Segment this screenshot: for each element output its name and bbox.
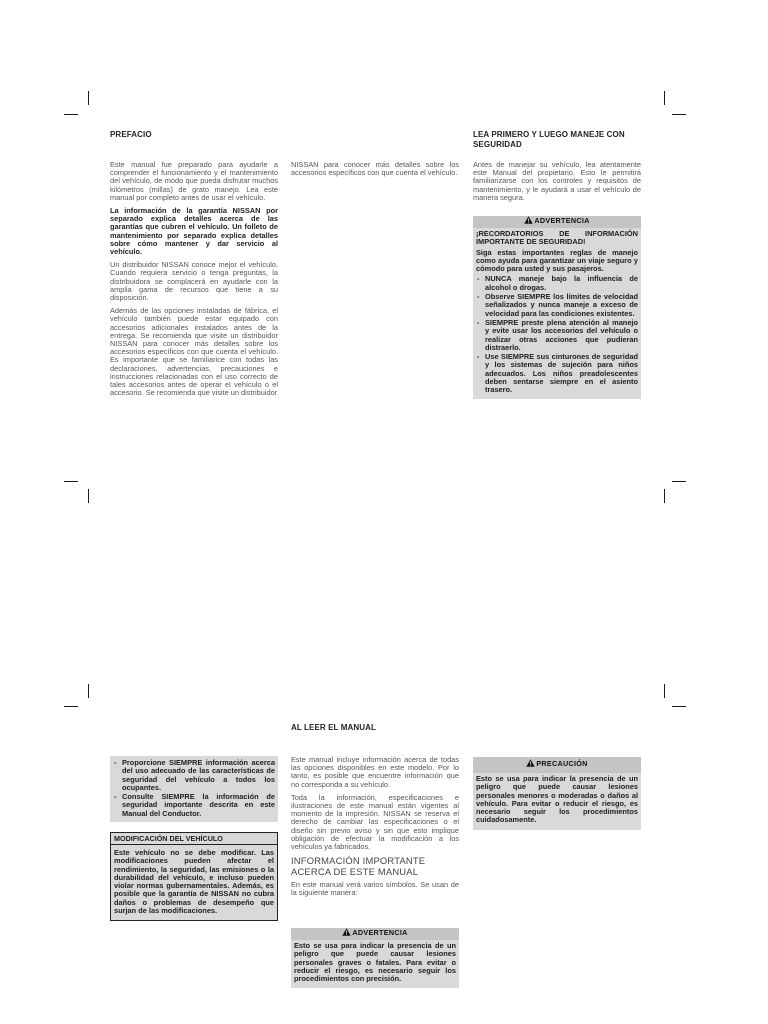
crop-mark [88,489,89,503]
lea-primero-paragraph: Antes de manejar su vehículo, lea atentamente este Manual del propietario. Esto le permitirá familiarizarse con los controles y requisitos de mantenimiento, y le ayudará a usar el vehículo de manera segura. [473,160,641,202]
warning-intro: Siga estas importantes reglas de manejo como ayuda para garantizar un viaje seguro y cómodo para usted y sus pasajeros. [476,247,638,274]
modification-box [110,832,278,921]
precaucion-box [473,757,641,830]
crop-mark [88,91,89,105]
warning-list-item: - Use SIEMPRE sus cinturones de seguridad y los sistemas de sujeción para niños adecuados. Los niños preadolescentes deben sentarse siempre en el asiento trasero. [476,353,638,394]
al-leer-column [291,756,459,903]
warning-label: ADVERTENCIA [352,928,408,937]
lea-primero-title: LEA PRIMERO Y LUEGO MANEJE CON SEGURIDAD [473,130,625,149]
prefacio-paragraph: Este manual fue preparado para ayudarle a comprender el funcionamiento y el mantenimiento del vehículo, de modo que pueda disfrutar muchos kilómetros (millas) de grato manejo. Lea este manual por completo antes de usar el vehículo. [110,160,278,202]
al-leer-paragraph: Este manual incluye información acerca de todas las opciones disponibles en este modelo. Por lo tanto, es posible que encuentre información que no corresponda a su vehículo. [291,755,459,789]
prefacio-continued-column [291,161,459,182]
crop-mark [672,114,686,115]
lea-primero-column [473,161,641,207]
crop-mark [672,706,686,707]
caution-text: Esto se usa para indicar la presencia de un peligro que puede causar lesiones personales menores o moderadas o daños al vehículo. Para evitar o reducir el riesgo, es necesario seguir los procedimientos cuidadosamente. [476,774,638,825]
warning-heading: ¡RECORDATORIOS DE INFORMACIÓN IMPORTANTE DE SEGURIDAD! [476,229,638,247]
crop-mark [64,706,78,707]
prefacio-warranty-paragraph: La información de la garantía NISSAN por separado explica detalles acerca de las garantías que cubren el vehículo. Un folleto de mantenimiento por separado explica detalles sobre cómo mantener y dar servicio al vehículo. [110,206,278,257]
warning-header [473,216,641,228]
warning-label: ADVERTENCIA [534,216,590,225]
warning-header [291,928,459,940]
advertencia-box [291,928,459,988]
warning-list-item: - Consulte SIEMPRE la información de seguridad importante descrita en este Manual del Conductor. [113,793,275,818]
crop-mark [64,481,78,482]
prefacio-title: PREFACIO [110,130,152,139]
crop-mark [664,684,665,698]
warning-triangle-icon [342,928,351,939]
warning-list [113,759,275,818]
warning-list-item: - Observe SIEMPRE los límites de velocidad señalizados y nunca maneje a exceso de velocidad para las condiciones existentes. [476,293,638,318]
prefacio-paragraph: NISSAN para conocer más detalles sobre los accesorios específicos con que cuenta el vehículo. [291,160,459,178]
prefacio-paragraph: Además de las opciones instaladas de fábrica, el vehículo también puede estar equipado con accesorios adicionales instalados antes de la entrega. Se recomienda que visite un distribuidor NISSAN para conocer más detalles sobre los accesorios específicos con que cuenta el vehículo. Es importante que se familiarice con todas las declaraciones, advertencias, precauciones e instrucciones relacionadas con el uso correcto de tales accesorios antes de operar el vehículo o el accesorio. Se recomienda que visite un distribuidor [110,306,278,398]
modification-text: Este vehículo no se debe modificar. Las modificaciones pueden afectar el rendimiento, la seguridad, las emisiones o la durabilidad del vehículo, e incluso pueden violar normas gubernamentales. Además, es posible que la garantía de NISSAN no cubra daños o problemas de desempeño que surjan de las modificaciones. [114,848,274,916]
al-leer-title: AL LEER EL MANUAL [291,723,376,732]
prefacio-paragraph: Un distribuidor NISSAN conoce mejor el vehículo. Cuando requiera servicio o tenga preguntas, la distribuidora se complacerá en ayudarle con la amplia gama de recursos que tiene a su disposición. [110,260,278,303]
crop-mark [88,684,89,698]
caution-label: PRECAUCIÓN [536,759,588,768]
modification-title: MODIFICACIÓN DEL VEHÍCULO [111,833,277,845]
warning-list-item: - Proporcione SIEMPRE información acerca del uso adecuado de las características de seguridad del vehículo a todos los ocupantes. [113,759,275,792]
warning-list-item: - SIEMPRE preste plena atención al manejo y evite usar los accesorios del vehículo o realizar otras acciones que pudieran distraerlo. [476,319,638,352]
crop-mark [64,114,78,115]
warning-triangle-icon [524,216,533,227]
al-leer-paragraph: Toda la información, especificaciones e ilustraciones de este manual están vigentes al momento de la impresión. NISSAN se reserva el derecho de cambiar las especificaciones o el diseño sin previo aviso y sin que esto implique obligación de efectuar la modificación a los vehículos ya fabricados. [291,792,459,852]
info-subheading: INFORMACIÓN IMPORTANTE ACERCA DE ESTE MANUAL [291,855,426,877]
crop-mark [664,489,665,503]
crop-mark [672,481,686,482]
safety-warning-box [473,216,641,399]
warning-text: Esto se usa para indicar la presencia de un peligro que puede causar lesiones personales graves o fatales. Para evitar o reducir el riesgo, es necesario seguir los procedimientos con precisión. [294,941,456,984]
warning-list-item: - NUNCA maneje bajo la influencia de alcohol o drogas. [476,275,638,292]
warning-triangle-icon [526,758,535,772]
prefacio-column [110,161,278,402]
warning-list [476,275,638,394]
continued-warning-box [110,756,278,822]
crop-mark [664,91,665,105]
caution-header [473,757,641,773]
al-leer-paragraph: En este manual verá varios símbolos. Se usan de la siguiente manera: [291,880,459,898]
